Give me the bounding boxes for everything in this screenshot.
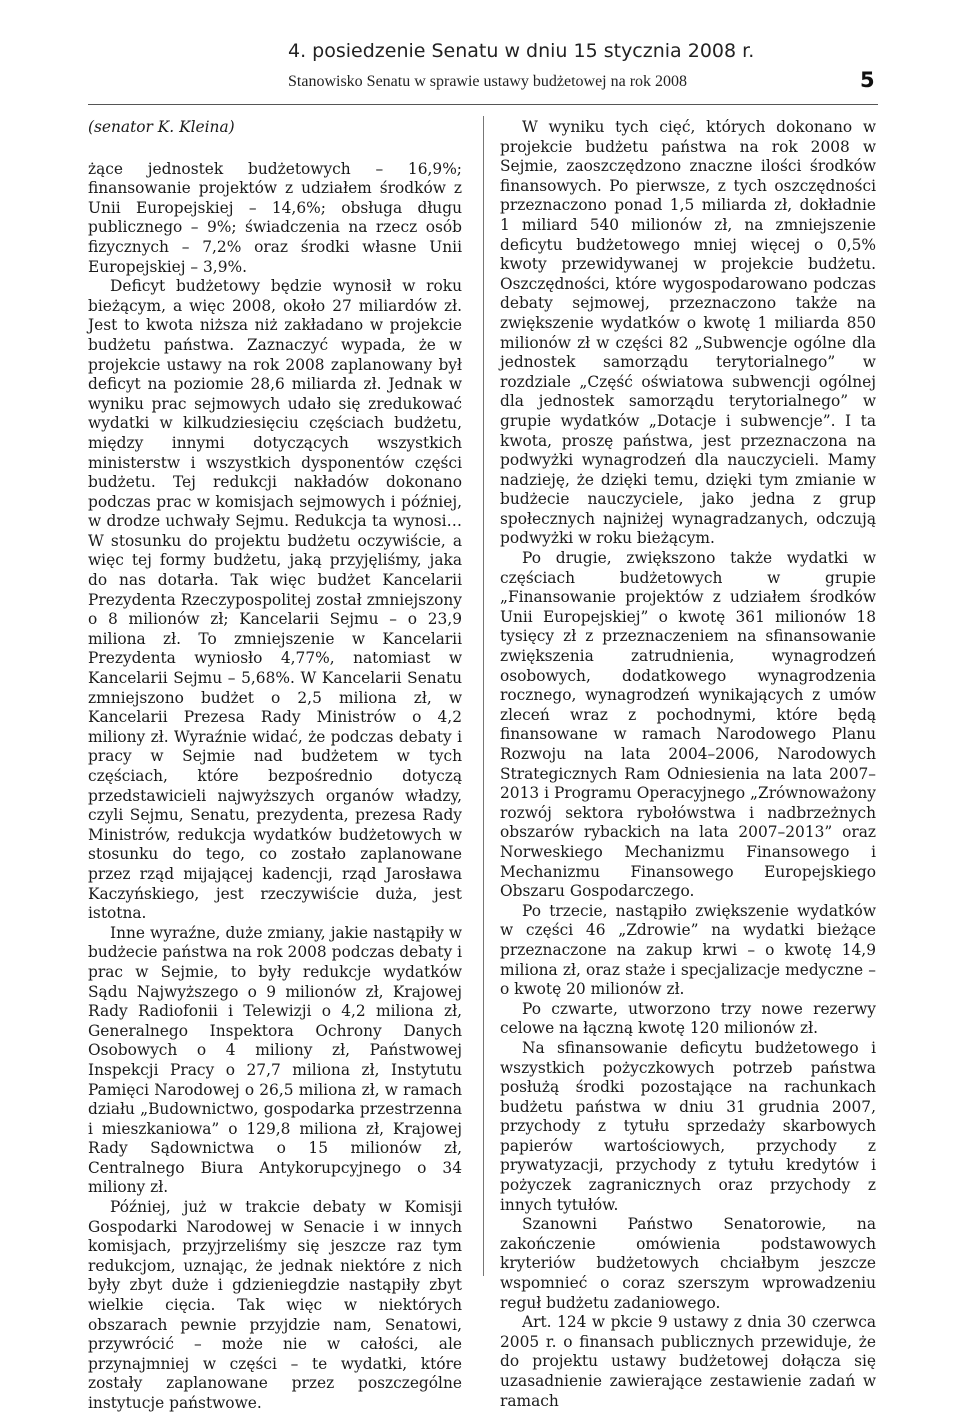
- speaker-label: (senator K. Kleina): [88, 118, 235, 136]
- right-column: [500, 118, 876, 1411]
- left-column: [88, 118, 462, 1414]
- column-divider: [483, 116, 484, 1276]
- paragraph: Na sfinansowanie deficytu budżetowego i wszystkich pożyczkowych potrzeb państwa posłużą środki pozostające na rachunkach budżetu państwa w dniu 31 grudnia 2007, przychody z tytułu sprzedaży skarbowych papierów wartościowych, przychody z prywatyzacji, przychody z tytułu kredytów i pożyczek zagranicznych oraz przychody z innych tytułów.: [500, 1038, 876, 1214]
- paragraph: Deficyt budżetowy będzie wynosił w roku bieżącym, a więc 2008, około 27 miliardów zł. Jest to kwota niższa niż zakładano w projekcie budżetu państwa. Zaznaczyć wypada, że w projekcie ustawy na rok 2008 zaplanowany był deficyt na poziomie 28,6 miliarda zł. Jednak w wyniku prac sejmowych udało się zredukować wydatki w kilkudziesięciu częściach budżetu, między innymi dotyczących wszystkich ministerstw i wszystkich dysponentów części budżetu. Tej redukcji nakładów dokonano podczas prac w komisjach sejmowych i później, w drodze uchwały Sejmu. Redukcja ta wynosi… W stosunku do projektu budżetu oczywiście, a więc tej formy budżetu, jaką przyjęliśmy, jaka do nas dotarła. Tak więc budżet Kancelarii Prezydenta Rzeczypospolitej został zmniejszony o 8 milionów zł; Kancelarii Sejmu – o 23,9 miliona zł. To zmniejszenie w Kancelarii Prezydenta wyniosło 4,77%, natomiast w Kancelarii Sejmu – 5,68%. W Kancelarii Senatu zmniejszono budżet o 2,5 miliona zł, w Kancelarii Prezesa Rady Ministrów o 4,2 miliony zł. Wyraźnie widać, że podczas debaty i pracy w Sejmie nad budżetem w tych częściach, które bezpośrednio dotyczą przedstawicieli najwyższych organów władzy, czyli Sejmu, Senatu, prezydenta, prezesa Rady Ministrów, redukcja wydatków budżetowych w stosunku do tego, co zostało zaplanowane przez rząd mijającej kadencji, rząd Jarosława Kaczyńskiego, jest rzeczywiście duża, jest istotna.: [88, 277, 462, 923]
- paragraph: Inne wyraźne, duże zmiany, jakie nastąpiły w budżecie państwa na rok 2008 podczas debaty i prac w Sejmie, to były redukcje wydatków Sądu Najwyższego o 9 milionów zł, Krajowej Rady Radiofonii i Telewizji o 4,2 miliona zł, Generalnego Inspektora Ochrony Danych Osobowych o 4 miliony zł, Państwowej Inspekcji Pracy o 27,7 miliona zł, Instytutu Pamięci Narodowej o 26,5 miliona zł, w ramach działu „Budownictwo, gospodarka przestrzenna i mieszkaniowa” o 129,8 miliona zł, Krajowej Rady Sądownictwa o 15 milionów zł, Centralnego Biura Antykorupcyjnego o 34 miliony zł.: [88, 923, 462, 1197]
- paragraph: Art. 124 w pkcie 9 ustawy z dnia 30 czerwca 2005 r. o finansach publicznych przewiduje, że do projektu ustawy budżetowej dołącza się uzasadnienie zawierające zestawienie zadań w ramach: [500, 1313, 876, 1410]
- running-subtitle: Stanowisko Senatu w sprawie ustawy budżetowej na rok 2008: [288, 73, 688, 90]
- page-number: 5: [860, 68, 875, 92]
- paragraph: Szanowni Państwo Senatorowie, na zakończenie omówienia podstawowych kryteriów budżetowych chciałbym jeszcze wspomnieć o coraz szerszym wprowadzeniu reguł budżetu zadaniowego.: [500, 1215, 876, 1312]
- running-title: 4. posiedzenie Senatu w dniu 15 stycznia 2008 r.: [288, 40, 755, 62]
- paragraph: Po trzecie, nastąpiło zwiększenie wydatków w części 46 „Zdrowie” na wydatki bieżące przeznaczone na zakup krwi – o kwotę 14,9 miliona zł, oraz staże i specjalizacje medyczne – o kwotę 20 milionów zł.: [500, 901, 876, 999]
- header-rule: [88, 104, 878, 105]
- paragraph: W wyniku tych cięć, których dokonano w projekcie budżetu państwa na rok 2008 w Sejmie, zaoszczędzono znaczne ilości środków finansowych. Po pierwsze, z tych oszczędności przeznaczono ponad 1,5 miliarda zł, dokładnie 1 miliard 540 milionów zł, na zmniejszenie deficytu budżetowego mniej więcej o 0,5% kwoty przewidywanej w projekcie budżetu. Oszczędności, które wygospodarowano podczas debaty sejmowej, przeznaczono także na zwiększenie wydatków o kwotę 1 miliarda 850 milionów zł w części 82 „Subwencje ogólne dla jednostek samorządu terytorialnego” w rozdziale „Część oświatowa subwencji ogólnej dla jednostek samorządu terytorialnego” w grupie wydatków „Dotacje i subwencje”. I ta kwota, proszę państwa, jest przeznaczona na podwyżki wynagrodzeń dla nauczycieli. Mamy nadzieję, że dzięki temu, dzięki tym zmianie w budżecie nauczyciele, jako jedna z grup społecznych najniżej wynagradzanych, odczują podwyżki w roku bieżącym.: [500, 118, 876, 548]
- paragraph: żące jednostek budżetowych – 16,9%; finansowanie projektów z udziałem środków z Unii Europejskiej – 14,6%; obsługa długu publicznego – 9%; świadczenia na rzecz osób fizycznych – 7,2% oraz środki własne Unii Europejskiej – 3,9%.: [88, 159, 462, 276]
- page-header: [0, 0, 960, 120]
- paragraph: Po drugie, zwiększono także wydatki w częściach budżetowych w grupie „Finansowanie projektów z udziałem środków Unii Europejskiej” o kwotę 361 milionów 18 tysięcy zł z przeznaczeniem na sfinansowanie zwiększenia zatrudnienia, wynagrodzeń osobowych, dodatkowego wynagrodzenia rocznego, wynagrodzeń wynikających z umów zleceń wraz z pochodnymi, które będą finansowane w ramach Narodowego Planu Rozwoju na lata 2004–2006, Narodowych Strategicznych Ram Odniesienia na lata 2007–2013 i Programu Operacyjnego „Zrównoważony rozwój sektora rybołówstwa i nadbrzeżnych obszarów rybackich na lata 2007–2013” oraz Norweskiego Mechanizmu Finansowego i Mechanizmu Finansowego Europejskiego Obszaru Gospodarczego.: [500, 549, 876, 901]
- paragraph: Później, już w trakcie debaty w Komisji Gospodarki Narodowej w Senacie i w innych komisjach, przyjrzeliśmy się jeszcze raz tym redukcjom, uznając, że jednak niektóre z nich były zbyt duże i gdzieniegdzie nastąpiły zbyt wielkie cięcia. Tak więc w niektórych obszarach pewnie przyjdzie nam, Senatowi, przywrócić – może nie w całości, ale przynajmniej w części – te wydatki, które zostały zaplanowane przez poszczególne instytucje państwowe.: [88, 1198, 462, 1412]
- paragraph: Po czwarte, utworzono trzy nowe rezerwy celowe na łączną kwotę 120 milionów zł.: [500, 999, 876, 1038]
